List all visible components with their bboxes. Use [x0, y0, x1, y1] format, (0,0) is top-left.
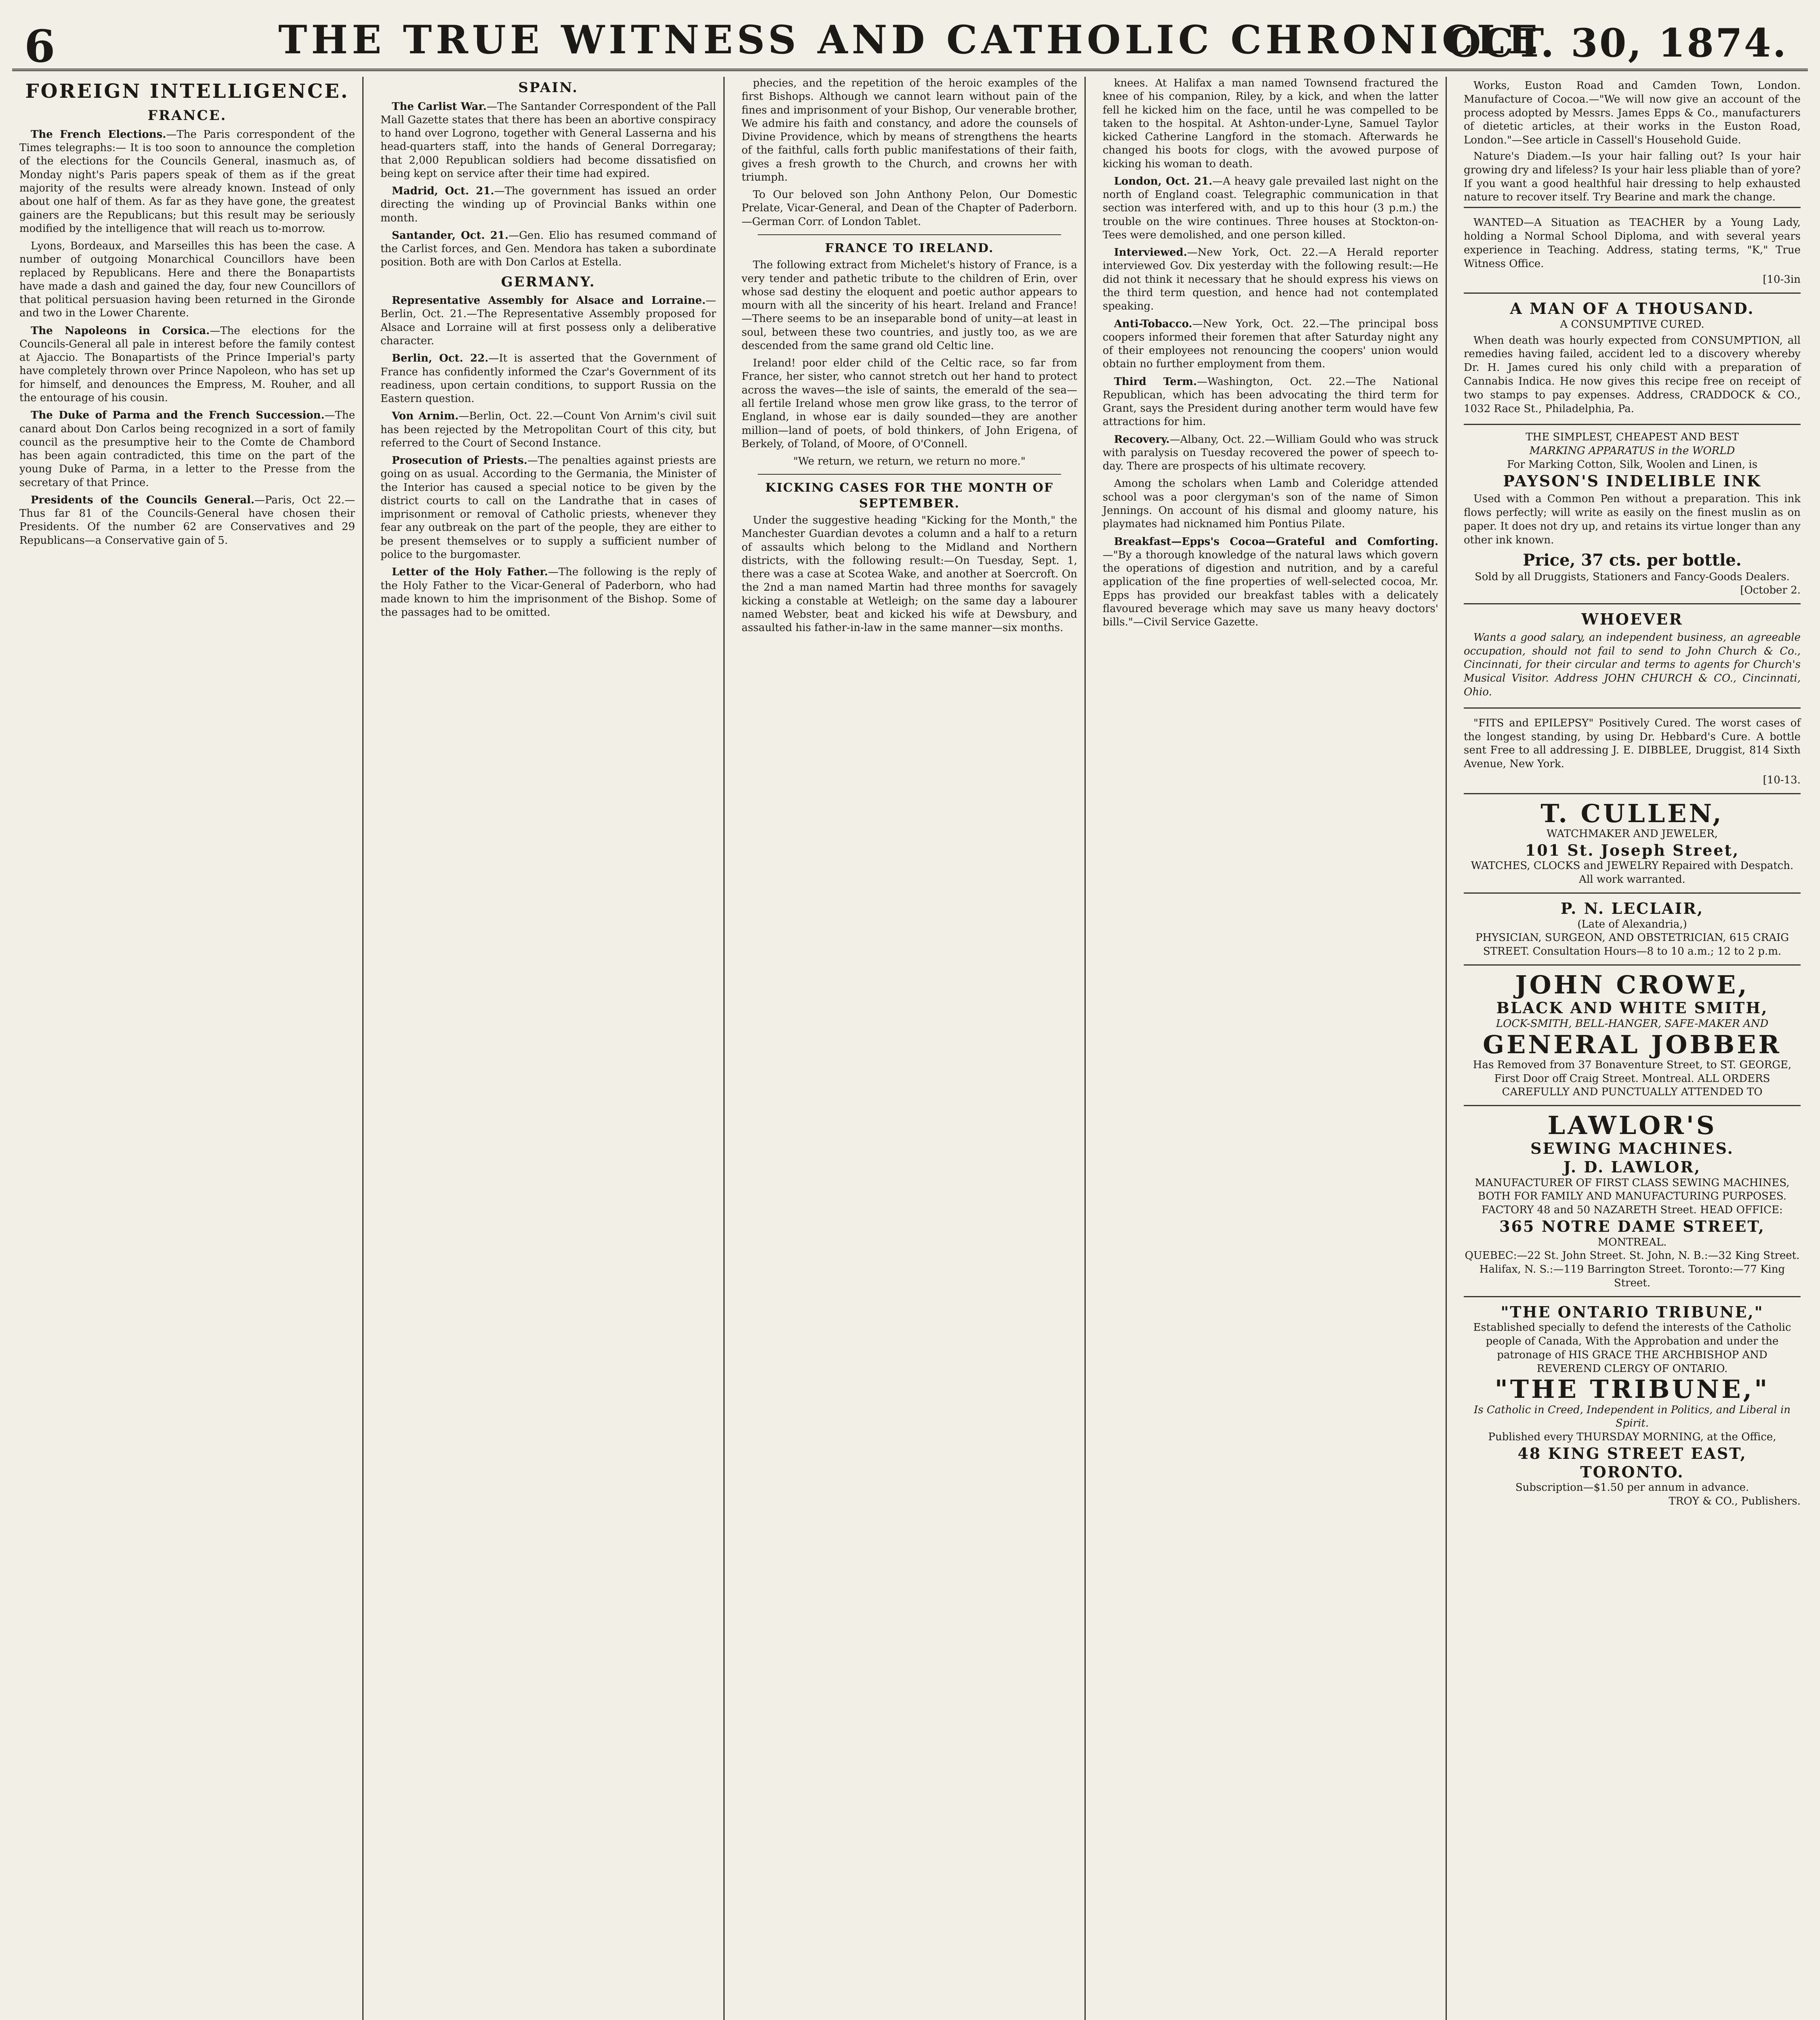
article-paragraph: Letter of the Holy Father.—The following is the reply of the Holy Father to the Vicar-General of Paderborn, who had made known to him the imprisonment of the Bishop. Some of the passages had to be omitted.: [380, 566, 716, 619]
article-paragraph: Interviewed.—New York, Oct. 22.—A Herald reporter interviewed Gov. Dix yesterday with the following result:—He did not think it necessary that he should express his views on the third term question, and hence had not contemplated speaking.: [1103, 246, 1438, 313]
article-paragraph: Berlin, Oct. 22.—It is asserted that the Government of France has confidently informed the Czar's Government of its readiness, upon certain conditions, to support Russia on the Eastern question.: [380, 352, 716, 405]
article-quote: "We return, we return, we return no more.": [793, 455, 1026, 468]
article-paragraph: Anti-Tobacco.—New York, Oct. 22.—The principal boss coopers informed their foremen that after Saturday night any of their employees not renouncing the coopers' union would obtain no further employment from them.: [1103, 318, 1438, 370]
article-paragraph: Among the scholars when Lamb and Coleridge attended school was a poor clergyman's son of the name of Simon Jennings. On account of his dismal and gloomy nature, his playmates had nicknamed him Pontius Pilate.: [1103, 478, 1438, 530]
ad-ontario-tribune: "THE ONTARIO TRIBUNE," Established specially to defend the interests of the Catholic people of Canada, With the Approbation and under the patronage of HIS GRACE THE ARCHBISHOP AND REVEREND CLERGY OF ONTARIO. "THE TRIBUNE," Is Catholic in Creed, Independent in Politics, and Liberal in Spirit. Published every THURSDAY MORNING, at the Office, 48 KING STREET EAST, TORONTO. Subscription—$1.50 per annum in advance. TROY & CO., Publishers.: [1464, 1296, 1801, 1514]
issue-date: OCT. 30, 1874.: [1447, 20, 1788, 66]
column-5-advertisements: [1456, 77, 1808, 2020]
article-paragraph: Presidents of the Councils General.—Paris, Oct 22.—Thus far 81 of the Councils-General have chosen their Presidents. Of the number 62 are Conservatives and 29 Republicans—a Conservative gain of 5.: [19, 494, 355, 547]
masthead: [12, 12, 1808, 71]
ad-teacher-wanted: WANTED—A Situation as TEACHER by a Young Lady, holding a Normal School Diploma, and with several years experience in Teaching. Address, stating terms, "K," True Witness Office. [10-3in: [1464, 207, 1801, 292]
column-2: [373, 77, 725, 2020]
subsection-heading: GERMANY.: [501, 274, 596, 290]
column-4: [1095, 77, 1447, 2020]
article-paragraph: Madrid, Oct. 21.—The government has issued an order directing the winding up of Provincial Banks within one month.: [380, 185, 716, 224]
divider: [758, 234, 1061, 235]
divider: [758, 474, 1061, 475]
article-paragraph: The Napoleons in Corsica.—The elections for the Councils-General all pale in interest before the family contest at Ajaccio. The Bonapartists of the Prince Imperial's party have completely thrown over Prince Napoleon, who has set up for himself, and denounces the Empress, M. Rouher, and all the entourage of his cousin.: [19, 324, 355, 404]
article-paragraph: Under the suggestive heading "Kicking for the Month," the Manchester Guardian devotes a column and a half to a return of assaults which belong to the Midland and Northern districts, with the following result:—On Tuesday, Sept. 1, there was a case at Scotea Wake, and another at Soercroft. On the 2nd a man named Martin had three months for savagely kicking a constable at Wetleigh; on the same day a labourer named Webster, beat and kicked his wife at Dewsbury, and assaulted his father-in-law in the same manner—six months.: [742, 514, 1077, 634]
article-paragraph: Prosecution of Priests.—The penalties against priests are going on as usual. According to the Germania, the Minister of the Interior has caused a special notice to be given by the district courts to call on the Landrathe that in cases of imprisonment or removal of Catholic priests, whenever they fear any outbreak on the part of the people, they are either to be present themselves or to supply a sufficient number of police to the burgomaster.: [380, 455, 716, 561]
article-paragraph: Lyons, Bordeaux, and Marseilles this has been the case. A number of outgoing Monarchical Councillors have been replaced by Republicans. Here and there the Bonapartists have made a dash and gained the day, four new Councillors of that political persuasion having been returned in the Gironde and two in the Lower Charente.: [19, 240, 355, 320]
ad-lawlor-sewing: LAWLOR'S SEWING MACHINES. J. D. LAWLOR, MANUFACTURER OF FIRST CLASS SEWING MACHINES, BOTH FOR FAMILY AND MANUFACTURING PURPOSES. FACTORY 48 and 50 NAZARETH Street. HEAD OFFICE: 365 NOTRE DAME STREET, MONTREAL. QUEBEC:—22 St. John Street. St. John, N. B.:—32 King Street. Halifax, N. S.:—119 Barrington Street. Toronto:—77 King Street.: [1464, 1105, 1801, 1296]
article-paragraph: Ireland! poor elder child of the Celtic race, so far from France, her sister, who cannot stretch out her hand to protect across the waves—the isle of saints, the emerald of the sea—all fertile Ireland whose men grow like grass, to the terror of England, in whose ear is daily sounded—they are another million—land of poets, of bold thinkers, of John Erigena, of Berkely, of Toland, of Moore, of O'Connell.: [742, 357, 1077, 450]
column-3: [734, 77, 1086, 2020]
article-paragraph: phecies, and the repetition of the heroic examples of the first Bishops. Although we cannot learn without pain of the fines and imprisonment of your Bishop, Our venerable brother, We admire his faith and constancy, and adore the counsels of Divine Providence, which by means of strengthens the hearts of the faithful, calls forth public manifestations of their faith, gives a fresh growth to the Church, and crowns her with triumph.: [742, 77, 1077, 183]
article-paragraph: The Duke of Parma and the French Succession.—The canard about Don Carlos being recognized in a sort of family council as the presumptive heir to the Comte de Chambord has been again contradicted, this time on the part of the young Duke of Parma, in a letter to the Presse from the secretary of that Prince.: [19, 409, 355, 489]
column-1: [12, 77, 364, 2020]
ad-t-cullen: T. CULLEN, WATCHMAKER AND JEWELER, 101 St. Joseph Street, WATCHES, CLOCKS and JEWELRY Repaired with Despatch. All work warranted.: [1464, 793, 1801, 892]
article-paragraph: Recovery.—Albany, Oct. 22.—William Gould who was struck with paralysis on Tuesday recovered the power of speech to-day. There are prospects of his ultimate recovery.: [1103, 433, 1438, 473]
ad-cocoa-works: Works, Euston Road and Camden Town, London. Manufacture of Cocoa.—"We will now give an account of the process adopted by Messrs. James Epps & Co., manufacturers of dietetic articles, at their works in the Euston Road, London."—See article in Cassell's Household Guide.: [1464, 80, 1801, 147]
ad-hair-dressing: Nature's Diadem.—Is your hair falling out? Is your hair growing dry and lifeless? Is your hair less pliable than of yore? If you want a good healthful hair dressing to help exhausted nature to recover itself. Try Bearine and mark the change.: [1464, 150, 1801, 204]
article-paragraph: Breakfast—Epps's Cocoa—Grateful and Comforting.—"By a thorough knowledge of the natural laws which govern the operations of digestion and nutrition, and by a careful application of the fine properties of well-selected cocoa, Mr. Epps has provided our breakfast tables with a delicately flavoured beverage which may save us many heavy doctors' bills."—Civil Service Gazette.: [1103, 535, 1438, 629]
newspaper-title: THE TRUE WITNESS AND CATHOLIC CHRONICLE: [278, 17, 1542, 63]
article-paragraph: Von Arnim.—Berlin, Oct. 22.—Count Von Arnim's civil suit has been rejected by the Metropolitan Court of this city, but referred to the Court of Second Instance.: [380, 410, 716, 449]
columns: [12, 77, 1808, 2020]
ad-john-crowe: JOHN CROWE, BLACK AND WHITE SMITH, LOCK-SMITH, BELL-HANGER, SAFE-MAKER AND GENERAL JOBBER Has Removed from 37 Bonaventure Street, to ST. GEORGE, First Door off Craig Street. Montreal. ALL ORDERS CAREFULLY AND PUNCTUALLY ATTENDED TO: [1464, 964, 1801, 1105]
ad-indelible-ink: THE SIMPLEST, CHEAPEST AND BEST MARKING APPARATUS in the WORLD For Marking Cotton, Silk, Woolen and Linen, is PAYSON'S INDELIBLE INK Used with a Common Pen without a preparation. This ink flows perfectly; will write as easily on the finest muslin as on paper. It does not dry up, and retains its virtue longer than any other ink known. Price, 37 cts. per bottle. Sold by all Druggists, Stationers and Fancy-Goods Dealers. [October 2.: [1464, 424, 1801, 603]
article-paragraph: Representative Assembly for Alsace and Lorraine.—Berlin, Oct. 21.—The Representative Assembly proposed for Alsace and Lorraine will at first possess only a deliberative character.: [380, 295, 716, 347]
page-number: 6: [24, 20, 55, 72]
article-heading: KICKING CASES FOR THE MONTH OF SEPTEMBER.: [765, 481, 1054, 511]
ad-john-church: WHOEVER Wants a good salary, an independent business, an agreeable occupation, should not fail to send to John Church & Co., Cincinnati, for their circular and terms to agents for Church's Musical Visitor. Address JOHN CHURCH & CO., Cincinnati, Ohio.: [1464, 603, 1801, 707]
article-paragraph: The Carlist War.—The Santander Correspondent of the Pall Mall Gazette states that there has been an abortive conspiracy to hand over Logrono, together with General Lasserna and his head-quarters staff, into the hands of General Dorregaray; that 2,000 Republican soldiers had become dissatisfied on being kept on service after their time had expired.: [380, 100, 716, 180]
section-heading: FOREIGN INTELLIGENCE.: [25, 80, 349, 103]
ad-leclair: P. N. LECLAIR, (Late of Alexandria,) PHYSICIAN, SURGEON, AND OBSTETRICIAN, 615 CRAIG STREET. Consultation Hours—8 to 10 a.m.; 12 to 2 p.m.: [1464, 892, 1801, 964]
subsection-heading: FRANCE.: [147, 107, 227, 124]
article-paragraph: The French Elections.—The Paris correspondent of the Times telegraphs:— It is too soon to announce the completion of the elections for the Councils General, inasmuch as, of Monday night's Paris papers speak of them as if the great majority of the results were already known. Instead of only about one half of them. As far as they have gone, the greatest gainers are the Republicans; but this result may be seriously modified by the intelligence that will reach us to-morrow.: [19, 128, 355, 235]
article-paragraph: The following extract from Michelet's history of France, is a very tender and pathetic tribute to the children of Erin, over whose sad destiny the eloquent and poetic author appears to mourn with all the sincerity of his heart. Ireland and France!—There seems to be an inseparable bond of unity—at least in soul, between these two countries, and justly too, as we are descended from the same grand old Celtic line.: [742, 259, 1077, 352]
ad-consumption-cure: A MAN OF A THOUSAND. A CONSUMPTIVE CURED. When death was hourly expected from CONSUMPTION, all remedies having failed, accident led to a discovery whereby Dr. H. James cured his only child with a preparation of Cannabis Indica. He now gives this recipe free on receipt of two stamps to pay expenses. Address, CRADDOCK & CO., 1032 Race St., Philadelphia, Pa.: [1464, 292, 1801, 424]
newspaper-page: [12, 12, 1808, 2020]
article-paragraph: Santander, Oct. 21.—Gen. Elio has resumed command of the Carlist forces, and Gen. Mendora has taken a subordinate position. Both are with Don Carlos at Estella.: [380, 229, 717, 269]
ad-epilepsy-cure: "FITS and EPILEPSY" Positively Cured. The worst cases of the longest standing, by using Dr. Hebbard's Cure. A bottle sent Free to all addressing J. E. DIBBLEE, Druggist, 814 Sixth Avenue, New York. [10-13.: [1464, 707, 1801, 793]
article-paragraph: London, Oct. 21.—A heavy gale prevailed last night on the north of England coast. Telegraphic communication in that section was interfered with, and up to this hour (3 p.m.) the trouble on the wire continues. Three houses at Stockton-on-Tees were demolished, and one person killed.: [1103, 175, 1438, 241]
section-heading: SPAIN.: [518, 80, 578, 96]
article-heading: FRANCE TO IRELAND.: [825, 241, 994, 255]
article-paragraph: To Our beloved son John Anthony Pelon, Our Domestic Prelate, Vicar-General, and Dean of the Chapter of Paderborn.—German Corr. of London Tablet.: [742, 189, 1077, 228]
article-paragraph: Third Term.—Washington, Oct. 22.—The National Republican, which has been advocating the third term for Grant, says the President during another term would have few attractions for him.: [1103, 375, 1438, 428]
article-paragraph: knees. At Halifax a man named Townsend fractured the knee of his companion, Riley, by a kick, and when the latter fell he kicked him on the face, until he was compelled to be taken to the hospital. At Ashton-under-Lyne, Samuel Taylor kicked Catherine Langford in the stomach. Afterwards he changed his boots for clogs, with the avowed purpose of kicking his woman to death.: [1103, 77, 1438, 170]
